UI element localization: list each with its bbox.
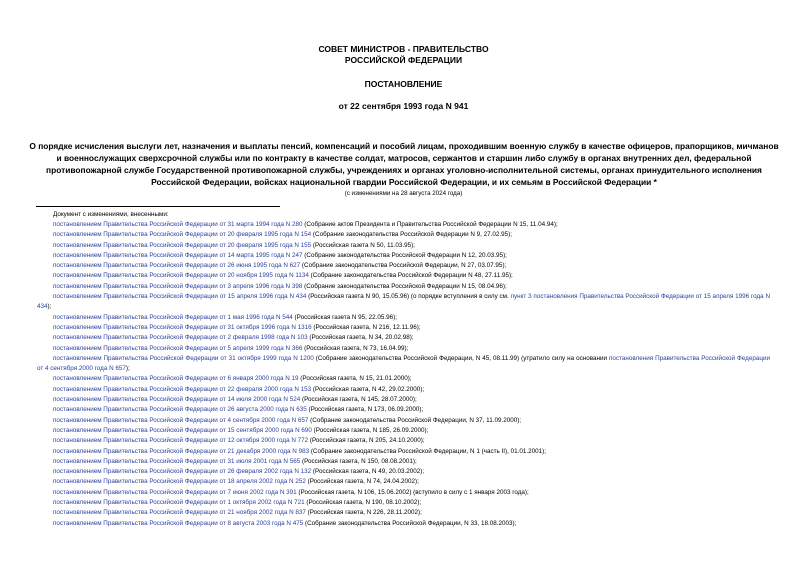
amendment-link[interactable]: постановлением Правительства Российской Федерации от 6 января 2000 года N 19 [53, 375, 299, 383]
amendment-source: (Российская газета, N 74, 24.04.2002); [305, 478, 419, 486]
amendment-source: (Российская газета, N 190, 08.10.2002); [304, 499, 422, 507]
amendment-item [37, 241, 770, 251]
amendment-link[interactable]: постановлением Правительства Российской Федерации от 1 октября 2002 года N 721 [53, 499, 305, 507]
amendment-item [37, 282, 770, 292]
divider [36, 206, 280, 207]
amendment-source: (Собрание законодательства Российской Федерации N 48, 27.11.95); [308, 272, 513, 280]
amendment-link[interactable]: постановлением Правительства Российской Федерации от 14 июля 2000 года N 524 [53, 396, 301, 404]
amendment-link[interactable]: постановлением Правительства Российской Федерации от 20 февраля 1995 года N 154 [53, 231, 312, 239]
amendment-link[interactable]: постановлением Правительства Российской Федерации от 7 июня 2002 года N 391 [53, 488, 297, 496]
amendment-item [37, 344, 770, 354]
amendment-item [37, 313, 770, 323]
amendment-source: (Собрание законодательства Российской Федерации, N 1 (часть II), 01.01.2001); [309, 447, 546, 455]
amendment-item [37, 385, 770, 395]
amendment-source: (Собрание законодательства Российской Федерации N 12, 20.03.95); [302, 251, 507, 259]
amendment-link[interactable]: постановлением Правительства Российской Федерации от 8 августа 2003 года N 475 [53, 519, 304, 527]
amendment-source: (Российская газета, N 34, 20.02.98); [307, 334, 414, 342]
issuer-line-2: РОССИЙСКОЙ ФЕДЕРАЦИИ [344, 55, 463, 65]
amendment-source: (Российская газета, N 216, 12.11.96); [311, 323, 421, 331]
amendment-source: (Собрание актов Президента и Правительства Российской Федерации N 15, 11.04.94); [302, 221, 558, 228]
amendment-source: (Российская газета N 90, 15.05.96) (о порядке вступления в силу см. [306, 293, 511, 301]
amendment-source: (Российская газета, N 15, 21.01.2000); [298, 375, 412, 383]
amendment-source-end: ); [47, 303, 52, 311]
amendment-item [37, 508, 770, 518]
amendment-item [37, 251, 770, 261]
amendment-link[interactable]: постановлением Правительства Российской Федерации от 2 февраля 1998 года N 103 [53, 334, 308, 342]
amendment-source-end: ); [125, 365, 130, 373]
amendment-item [37, 230, 770, 240]
amendment-link[interactable]: постановлением Правительства Российской Федерации от 20 февраля 1995 года N 155 [53, 241, 312, 249]
amendment-item [37, 477, 770, 487]
amendment-item [37, 220, 770, 230]
amendment-source: (Собрание законодательства Российской Федерации, N 27, 03.07.95); [300, 262, 507, 270]
amendment-source: (Российская газета, N 185, 26.09.2000); [311, 426, 429, 434]
amendment-item [37, 333, 770, 343]
amendment-link[interactable]: постановлением Правительства Российской Федерации от 31 октября 1996 года N 1316 [53, 323, 312, 331]
amendment-link[interactable]: постановлением Правительства Российской Федерации от 4 сентября 2000 года N 657 [53, 416, 309, 424]
amendment-source: (Собрание законодательства Российской Федерации, N 45, 08.11.99) (утратило силу на основании [313, 354, 609, 362]
amendment-source: (Собрание законодательства Российской Федерации N 15, 08.04.96); [302, 282, 507, 290]
amendment-item [37, 488, 770, 498]
amendment-item [37, 354, 770, 375]
amendment-source: (Российская газета, N 150, 08.08.2001); [300, 457, 417, 465]
amendment-source: (Российская газета, N 145, 28.07.2000); [300, 396, 417, 404]
amendment-item [37, 426, 770, 436]
amendment-link[interactable]: постановлением Правительства Российской Федерации от 20 ноября 1995 года N 1134 [53, 272, 309, 280]
amendment-item [37, 416, 770, 426]
amendment-reference-link[interactable]: пункт 3 постановления Правительства Российской Федерации от 15 апреля 1996 года N 434 [37, 293, 770, 311]
amendment-link[interactable]: постановлением Правительства Российской Федерации от 1 мая 1996 года N 544 [53, 313, 293, 321]
amendment-source: (Собрание законодательства Российской Федерации N 9, 27.02.95); [311, 231, 513, 239]
amendment-item [37, 374, 770, 384]
amendment-item [37, 405, 770, 415]
amendment-item [37, 292, 770, 313]
amendment-link[interactable]: постановлением Правительства Российской Федерации от 3 апреля 1996 года N 398 [53, 282, 303, 290]
amendment-item [37, 271, 770, 281]
amendment-source: (Российская газета, N 42, 29.02.2000); [311, 385, 425, 393]
amendment-link[interactable]: постановлением Правительства Российской Федерации от 22 февраля 2000 года N 153 [53, 385, 312, 393]
amendment-link[interactable]: постановлением Правительства Российской Федерации от 21 декабря 2000 года N 983 [53, 447, 310, 455]
amendment-item [37, 436, 770, 446]
amendment-source: (Российская газета, N 73, 16.04.99); [302, 344, 409, 352]
amendment-link[interactable]: постановлением Правительства Российской Федерации от 12 октября 2000 года N 772 [53, 437, 309, 445]
amendment-link[interactable]: постановлением Правительства Российской Федерации от 31 октября 1999 года N 1200 [53, 354, 314, 362]
amendment-link[interactable]: постановлением Правительства Российской Федерации от 21 ноября 2002 года N 837 [53, 509, 306, 517]
amendments-list [37, 220, 770, 529]
amendment-link[interactable]: постановлением Правительства Российской Федерации от 31 июля 2001 года N 565 [53, 457, 301, 465]
amendment-link[interactable]: постановлением Правительства Российской Федерации от 26 августа 2000 года N 635 [53, 406, 307, 414]
issuer-line-1: СОВЕТ МИНИСТРОВ - ПРАВИТЕЛЬСТВО [318, 44, 489, 54]
amendment-source: (Собрание законодательства Российской Федерации, N 37, 11.09.2000); [308, 416, 522, 424]
document-title: О порядке исчисления выслуги лет, назначения и выплаты пенсий, компенсаций и пособий лицам, проходившим военную службу в качестве офицеров, прапорщиков, мичманов и военнослужащих сверхсрочной службы или по контракту в качестве солдат, матросов, сержантов и старшин либо службу в органах внутренних дел, федеральной противопожарной службе Государственной противопожарной службы, учреждениях и органах уголовно-исполнительной системы, органах принудительного исполнения Российской Федерации, войсках национальной гвардии Российской Федерации, и их семьям в Российской Федерации * [29, 141, 779, 187]
amendment-source: (Российская газета, N 205, 24.10.2000); [308, 437, 425, 445]
amendment-item [37, 457, 770, 467]
amendment-link[interactable]: постановлением Правительства Российской Федерации от 31 марта 1994 года N 280 [53, 221, 303, 228]
amendment-item [37, 261, 770, 271]
amendment-item [37, 447, 770, 457]
amendment-source: (Собрание законодательства Российской Федерации, N 33, 18.08.2003); [303, 519, 517, 527]
amendment-item [37, 498, 770, 508]
amendment-item [37, 323, 770, 333]
document-type: ПОСТАНОВЛЕНИЕ [364, 79, 443, 89]
amendment-link[interactable]: постановлением Правительства Российской Федерации от 26 февраля 2002 года N 132 [53, 468, 312, 476]
amendment-link[interactable]: постановлением Правительства Российской Федерации от 14 марта 1995 года N 247 [53, 251, 303, 259]
amendments-intro: Документ с изменениями, внесенными: [53, 211, 169, 218]
amendment-source: (Российская газета, N 49, 20.03.2002); [311, 468, 425, 476]
amendment-link[interactable]: постановлением Правительства Российской Федерации от 15 апреля 1996 года N 434 [53, 293, 307, 301]
amendment-source: (Российская газета, N 226, 28.11.2002); [305, 509, 422, 517]
amendment-reference-link[interactable]: постановления Правительства Российской Федерации от 4 сентября 2000 года N 657 [37, 354, 770, 373]
document-date-number: от 22 сентября 1993 года N 941 [338, 101, 469, 111]
amendment-source: (Российская газета N 50, 11.03.95); [311, 241, 415, 249]
amendment-source: (Российская газета N 95, 22.05.96); [292, 313, 398, 321]
amendment-link[interactable]: постановлением Правительства Российской Федерации от 5 апреля 1999 года N 366 [53, 344, 303, 352]
amendment-item [37, 395, 770, 405]
amendment-link[interactable]: постановлением Правительства Российской Федерации от 15 сентября 2000 года N 690 [53, 426, 312, 434]
amendment-link[interactable]: постановлением Правительства Российской Федерации от 18 апреля 2002 года N 252 [53, 478, 306, 486]
amendment-link[interactable]: постановлением Правительства Российской Федерации от 26 июня 1995 года N 627 [53, 262, 301, 270]
amendment-item [37, 519, 770, 529]
amendment-source: (Российская газета, N 173, 06.09.2000); [306, 406, 424, 414]
amendment-source: (Российская газета, N 106, 15.06.2002) (вступило в силу с 1 января 2003 года); [296, 488, 529, 496]
revision-note: (с изменениями на 28 августа 2024 года) [344, 190, 463, 197]
amendment-item [37, 467, 770, 477]
